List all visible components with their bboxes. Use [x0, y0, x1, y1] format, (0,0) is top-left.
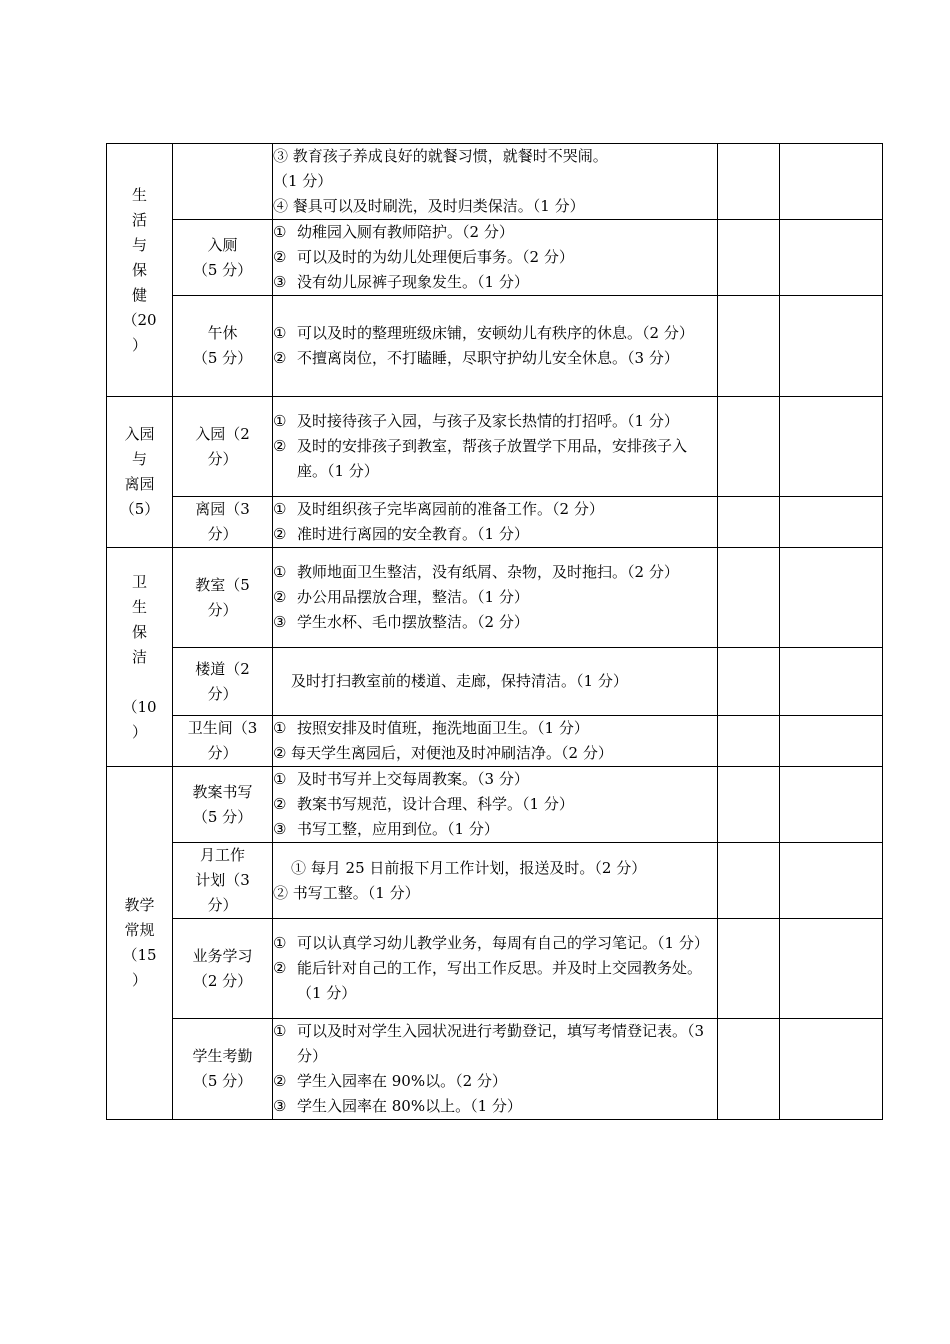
criteria-item — [273, 409, 717, 434]
item-marker: ① — [273, 719, 287, 737]
category-cell — [107, 397, 173, 548]
item-marker: ③ — [273, 1097, 287, 1115]
table-row — [107, 397, 883, 497]
remarks-cell[interactable] — [780, 1019, 883, 1120]
item-text: 可以认真学习幼儿教学业务，每周有自己的学习笔记。（1 分） — [297, 934, 709, 952]
item-text: 能后针对自己的工作，写出工作反思。并及时上交园教务处。（1 分） — [297, 959, 703, 1002]
criteria-cell — [273, 220, 718, 296]
remarks-cell[interactable] — [780, 220, 883, 296]
subcategory-label: 入厕 （5 分） — [192, 235, 253, 279]
category-label: 教学 常规 （15 ） — [122, 896, 157, 989]
criteria-item — [273, 346, 717, 371]
item-text: 可以及时对学生入园状况进行考勤登记，填写考情登记表。（3 分） — [297, 1022, 705, 1065]
item-text: 书写工整，应用到位。（1 分） — [297, 820, 499, 838]
table-row — [107, 1019, 883, 1120]
item-marker: ② — [273, 795, 287, 813]
item-marker: ② — [273, 588, 287, 606]
score-cell[interactable] — [718, 716, 780, 767]
subcategory-label: 月工作 计划（3 分） — [195, 846, 250, 914]
criteria-item — [273, 434, 717, 484]
item-text: 及时的安排孩子到教室，帮孩子放置学下用品，安排孩子入座。（1 分） — [297, 437, 688, 480]
criteria-cell — [273, 296, 718, 397]
score-cell[interactable] — [718, 843, 780, 919]
criteria-line: （1 分） — [273, 172, 333, 190]
criteria-line: ② 书写工整。（1 分） — [273, 883, 420, 902]
table-row — [107, 843, 883, 919]
criteria-line: ① 每月 25 日前报下月工作计划，报送及时。（2 分） — [291, 858, 647, 877]
criteria-item — [273, 716, 717, 741]
subcategory-label: 午休 （5 分） — [192, 324, 253, 367]
remarks-cell[interactable] — [780, 919, 883, 1019]
item-text: 学生入园率在 90%以。（2 分） — [297, 1072, 507, 1090]
table-row — [107, 144, 883, 220]
item-text: 每天学生离园后，对便池及时冲刷洁净。（2 分） — [291, 744, 613, 762]
item-marker: ① — [273, 563, 287, 581]
subcategory-cell — [173, 648, 273, 716]
subcategory-label: 业务学习 （2 分） — [192, 946, 253, 990]
item-marker: ① — [273, 412, 287, 430]
item-marker: ① — [273, 934, 287, 952]
item-text: 办公用品摆放合理，整洁。（1 分） — [297, 588, 529, 606]
subcategory-cell — [173, 548, 273, 648]
criteria-item — [273, 1069, 717, 1094]
item-text: 准时进行离园的安全教育。（1 分） — [297, 525, 529, 543]
criteria-item — [273, 931, 717, 956]
criteria-item — [273, 245, 717, 270]
item-marker: ② — [273, 1072, 287, 1090]
remarks-cell[interactable] — [780, 296, 883, 397]
criteria-item — [273, 560, 717, 585]
score-cell[interactable] — [718, 919, 780, 1019]
criteria-cell — [273, 497, 718, 548]
item-text: 教师地面卫生整洁，没有纸屑、杂物，及时拖扫。（2 分） — [297, 563, 679, 581]
table-row — [107, 648, 883, 716]
item-text: 幼稚园入厕有教师陪护。（2 分） — [297, 223, 514, 241]
criteria-cell — [273, 716, 718, 767]
criteria-line: ④ 餐具可以及时刷洗，及时归类保洁。（1 分） — [273, 197, 585, 215]
item-text: 及时书写并上交每周教案。（3 分） — [297, 770, 529, 788]
subcategory-label: 卫生间（3 分） — [187, 719, 258, 762]
criteria-item — [273, 956, 717, 1006]
item-marker: ① — [273, 1022, 287, 1040]
remarks-cell[interactable] — [780, 144, 883, 220]
score-cell[interactable] — [718, 548, 780, 648]
item-text: 学生入园率在 80%以上。（1 分） — [297, 1097, 522, 1115]
score-cell[interactable] — [718, 144, 780, 220]
score-cell[interactable] — [718, 1019, 780, 1120]
score-cell[interactable] — [718, 767, 780, 843]
criteria-item — [273, 220, 717, 245]
criteria-cell — [273, 767, 718, 843]
subcategory-label: 教室（5 分） — [195, 575, 250, 619]
item-text: 及时组织孩子完毕离园前的准备工作。（2 分） — [297, 500, 604, 518]
item-text: 可以及时的整理班级床铺，安顿幼儿有秩序的休息。（2 分） — [297, 324, 694, 342]
criteria-cell — [273, 1019, 718, 1120]
criteria-item — [273, 741, 717, 766]
subcategory-cell — [173, 397, 273, 497]
item-marker: ② — [273, 248, 287, 266]
subcategory-label: 楼道（2 分） — [195, 659, 250, 703]
score-cell[interactable] — [718, 220, 780, 296]
item-text: 按照安排及时值班，拖洗地面卫生。（1 分） — [297, 719, 589, 737]
criteria-item — [273, 522, 717, 547]
table-row — [107, 716, 883, 767]
criteria-cell — [273, 144, 718, 220]
item-text: 可以及时的为幼儿处理便后事务。（2 分） — [297, 248, 574, 266]
remarks-cell[interactable] — [780, 716, 883, 767]
item-marker: ③ — [273, 273, 287, 291]
subcategory-label: 入园（2 分） — [195, 424, 250, 468]
item-marker: ② — [273, 744, 287, 762]
item-text: 及时接待孩子入园，与孩子及家长热情的打招呼。（1 分） — [297, 412, 679, 430]
criteria-cell — [273, 548, 718, 648]
subcategory-cell — [173, 716, 273, 767]
criteria-cell — [273, 648, 718, 716]
item-marker: ② — [273, 437, 287, 455]
item-marker: ② — [273, 349, 287, 367]
criteria-item — [273, 792, 717, 817]
subcategory-cell — [173, 919, 273, 1019]
subcategory-cell — [173, 296, 273, 397]
remarks-cell[interactable] — [780, 843, 883, 919]
criteria-item — [273, 497, 717, 522]
item-marker: ② — [273, 525, 287, 543]
table-row — [107, 767, 883, 843]
item-marker: ① — [273, 770, 287, 788]
criteria-item — [273, 1019, 717, 1069]
category-label: 入园 与 离园 （5） — [119, 425, 160, 518]
item-marker: ② — [273, 959, 287, 977]
table-row — [107, 919, 883, 1019]
criteria-item — [273, 270, 717, 295]
table-row — [107, 497, 883, 548]
category-label: 生 活 与 保 健 （20 ） — [122, 185, 157, 354]
table-row — [107, 220, 883, 296]
subcategory-cell — [173, 1019, 273, 1120]
category-cell — [107, 767, 173, 1120]
criteria-cell — [273, 919, 718, 1019]
table-row — [107, 296, 883, 397]
subcategory-label: 教案书写 （5 分） — [192, 782, 253, 826]
item-text: 教案书写规范，设计合理、科学。（1 分） — [297, 795, 574, 813]
criteria-item — [273, 817, 717, 842]
subcategory-cell — [173, 767, 273, 843]
score-cell[interactable] — [718, 296, 780, 397]
evaluation-table — [106, 143, 883, 1120]
score-cell[interactable] — [718, 397, 780, 497]
item-text: 不擅离岗位，不打瞌睡，尽职守护幼儿安全休息。（3 分） — [297, 349, 679, 367]
subcategory-cell — [173, 144, 273, 220]
criteria-cell — [273, 397, 718, 497]
criteria-item — [273, 610, 717, 635]
remarks-cell[interactable] — [780, 497, 883, 548]
score-cell[interactable] — [718, 648, 780, 716]
item-marker: ① — [273, 500, 287, 518]
criteria-cell — [273, 843, 718, 919]
remarks-cell[interactable] — [780, 548, 883, 648]
subcategory-cell — [173, 497, 273, 548]
category-label: 卫 生 保 洁 （10 ） — [122, 572, 157, 741]
criteria-item — [273, 1094, 717, 1119]
item-marker: ① — [273, 223, 287, 241]
category-cell — [107, 548, 173, 767]
criteria-line: 及时打扫教室前的楼道、走廊，保持清洁。（1 分） — [291, 672, 628, 690]
criteria-item — [273, 585, 717, 610]
item-marker: ③ — [273, 820, 287, 838]
criteria-line: ③ 教育孩子养成良好的就餐习惯，就餐时不哭闹。 — [273, 147, 608, 165]
item-marker: ③ — [273, 613, 287, 631]
remarks-cell[interactable] — [780, 397, 883, 497]
subcategory-cell — [173, 220, 273, 296]
subcategory-label: 离园（3 分） — [195, 500, 250, 543]
subcategory-cell — [173, 843, 273, 919]
criteria-item — [273, 321, 717, 346]
item-text: 没有幼儿尿裤子现象发生。（1 分） — [297, 273, 529, 291]
item-text: 学生水杯、毛巾摆放整洁。（2 分） — [297, 613, 529, 631]
criteria-item — [273, 767, 717, 792]
remarks-cell[interactable] — [780, 648, 883, 716]
table-row — [107, 548, 883, 648]
category-cell — [107, 144, 173, 397]
score-cell[interactable] — [718, 497, 780, 548]
subcategory-label: 学生考勤 （5 分） — [192, 1047, 253, 1090]
item-marker: ① — [273, 324, 287, 342]
remarks-cell[interactable] — [780, 767, 883, 843]
